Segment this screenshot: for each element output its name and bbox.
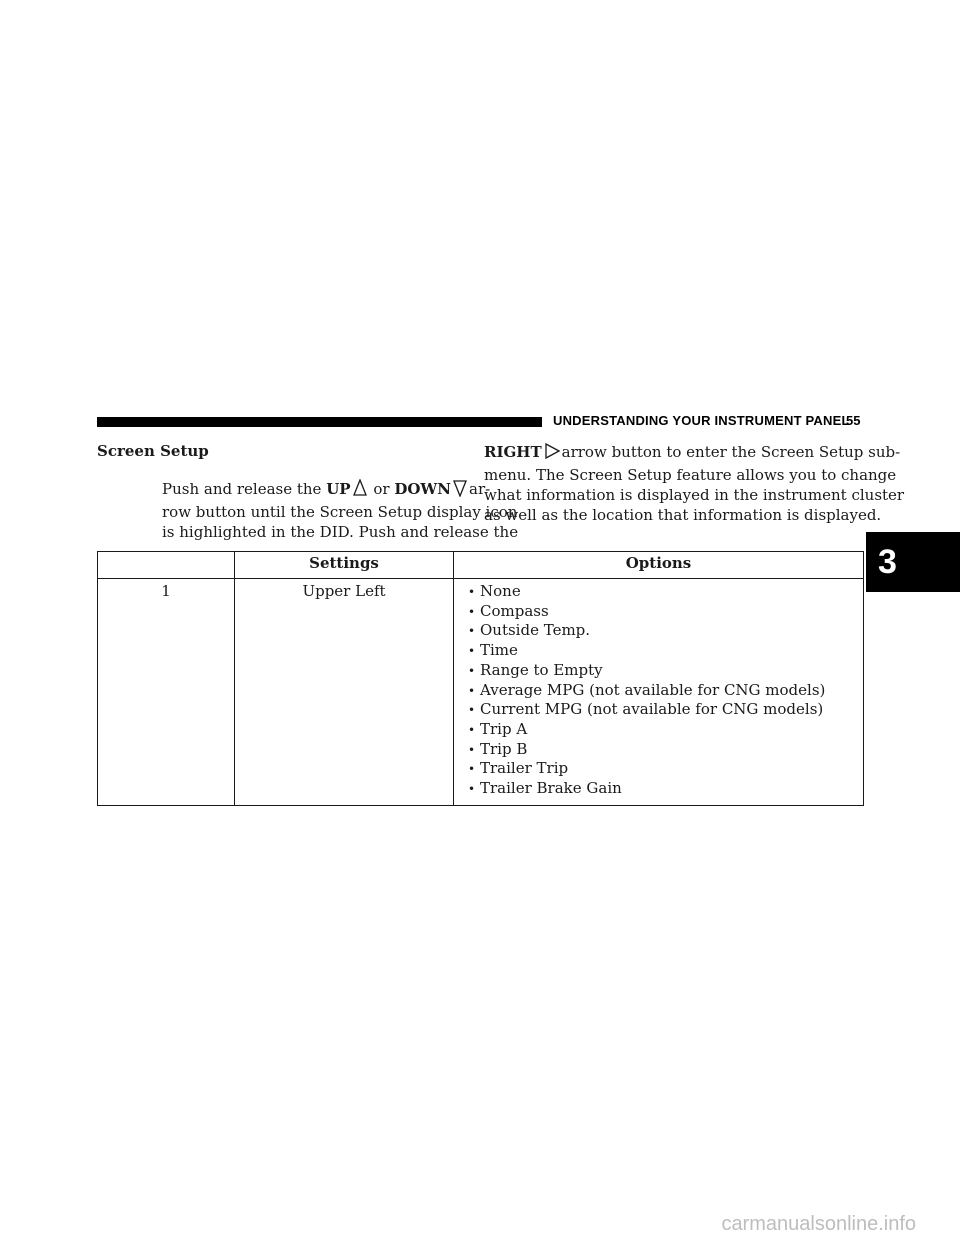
- bullet-icon: •: [468, 762, 476, 777]
- up-button-label: UP: [326, 480, 351, 498]
- header-cell-number: [98, 552, 235, 579]
- running-header-title: UNDERSTANDING YOUR INSTRUMENT PANEL: [553, 413, 850, 428]
- option-item: [468, 621, 863, 641]
- bullet-icon: •: [468, 703, 476, 718]
- body-paragraph-left: [162, 479, 519, 542]
- watermark: carmanualsonline.info: [721, 1213, 916, 1235]
- bullet-icon: •: [468, 644, 476, 659]
- bullet-icon: •: [468, 663, 476, 678]
- option-item: [468, 661, 863, 681]
- settings-table: [97, 551, 864, 806]
- option-label: Average MPG (not available for CNG models): [480, 680, 826, 699]
- paragraph-line: menu. The Screen Setup feature allows you to change: [484, 466, 897, 484]
- option-item: [468, 602, 863, 622]
- option-label: Compass: [480, 601, 549, 620]
- option-item: [468, 641, 863, 661]
- option-label: Range to Empty: [480, 660, 603, 679]
- table-row: [98, 579, 864, 806]
- bullet-icon: •: [468, 742, 476, 757]
- option-label: Trailer Brake Gain: [480, 779, 622, 798]
- text-run: ar-: [469, 480, 491, 498]
- page-number: 55: [846, 413, 861, 428]
- option-item: [468, 720, 863, 740]
- table-header-row: [98, 552, 864, 579]
- bullet-icon: •: [468, 585, 476, 599]
- option-item: [468, 759, 863, 779]
- down-arrow-icon: [453, 479, 467, 502]
- header-rule: [97, 417, 542, 427]
- paragraph-line: what information is displayed in the instrument cluster: [484, 486, 905, 504]
- paragraph-line: row button until the Screen Setup display icon: [162, 503, 518, 521]
- option-label: Trip A: [480, 719, 528, 738]
- option-label: Trailer Trip: [480, 759, 569, 778]
- right-button-label: RIGHT: [484, 443, 542, 461]
- paragraph-line: is highlighted in the DID. Push and release the: [162, 523, 519, 541]
- header-cell-settings: Settings: [235, 552, 454, 579]
- options-list: [468, 582, 863, 799]
- down-button-label: DOWN: [394, 480, 451, 498]
- option-label: Trip B: [480, 739, 528, 758]
- up-arrow-icon: [353, 479, 367, 502]
- chapter-tab: [866, 532, 960, 592]
- option-label: Outside Temp.: [480, 621, 591, 640]
- chapter-number: 3: [878, 542, 897, 581]
- row-number: 1: [98, 579, 235, 806]
- option-item: [468, 740, 863, 760]
- paragraph-line: [484, 442, 901, 465]
- row-options: [454, 579, 864, 806]
- row-setting: Upper Left: [235, 579, 454, 806]
- option-item: [468, 700, 863, 720]
- bullet-icon: •: [468, 683, 476, 698]
- text-run: or: [373, 480, 390, 498]
- text-run: arrow button to enter the Screen Setup sub-: [561, 443, 901, 461]
- bullet-icon: •: [468, 782, 476, 797]
- option-label: Current MPG (not available for CNG models): [480, 700, 824, 719]
- body-paragraph-right: [484, 442, 905, 525]
- bullet-icon: •: [468, 722, 476, 737]
- option-item: [468, 582, 863, 602]
- section-heading: Screen Setup: [97, 442, 209, 460]
- option-label: Time: [480, 641, 518, 660]
- right-arrow-icon: [544, 442, 560, 465]
- paragraph-line: as well as the location that information is displayed.: [484, 506, 882, 524]
- bullet-icon: •: [468, 624, 476, 639]
- option-item: [468, 779, 863, 799]
- text-run: Push and release the: [162, 480, 322, 498]
- option-item: [468, 681, 863, 701]
- header-cell-options: Options: [454, 552, 864, 579]
- paragraph-line: [162, 479, 491, 502]
- option-label: None: [480, 582, 521, 600]
- bullet-icon: •: [468, 604, 476, 619]
